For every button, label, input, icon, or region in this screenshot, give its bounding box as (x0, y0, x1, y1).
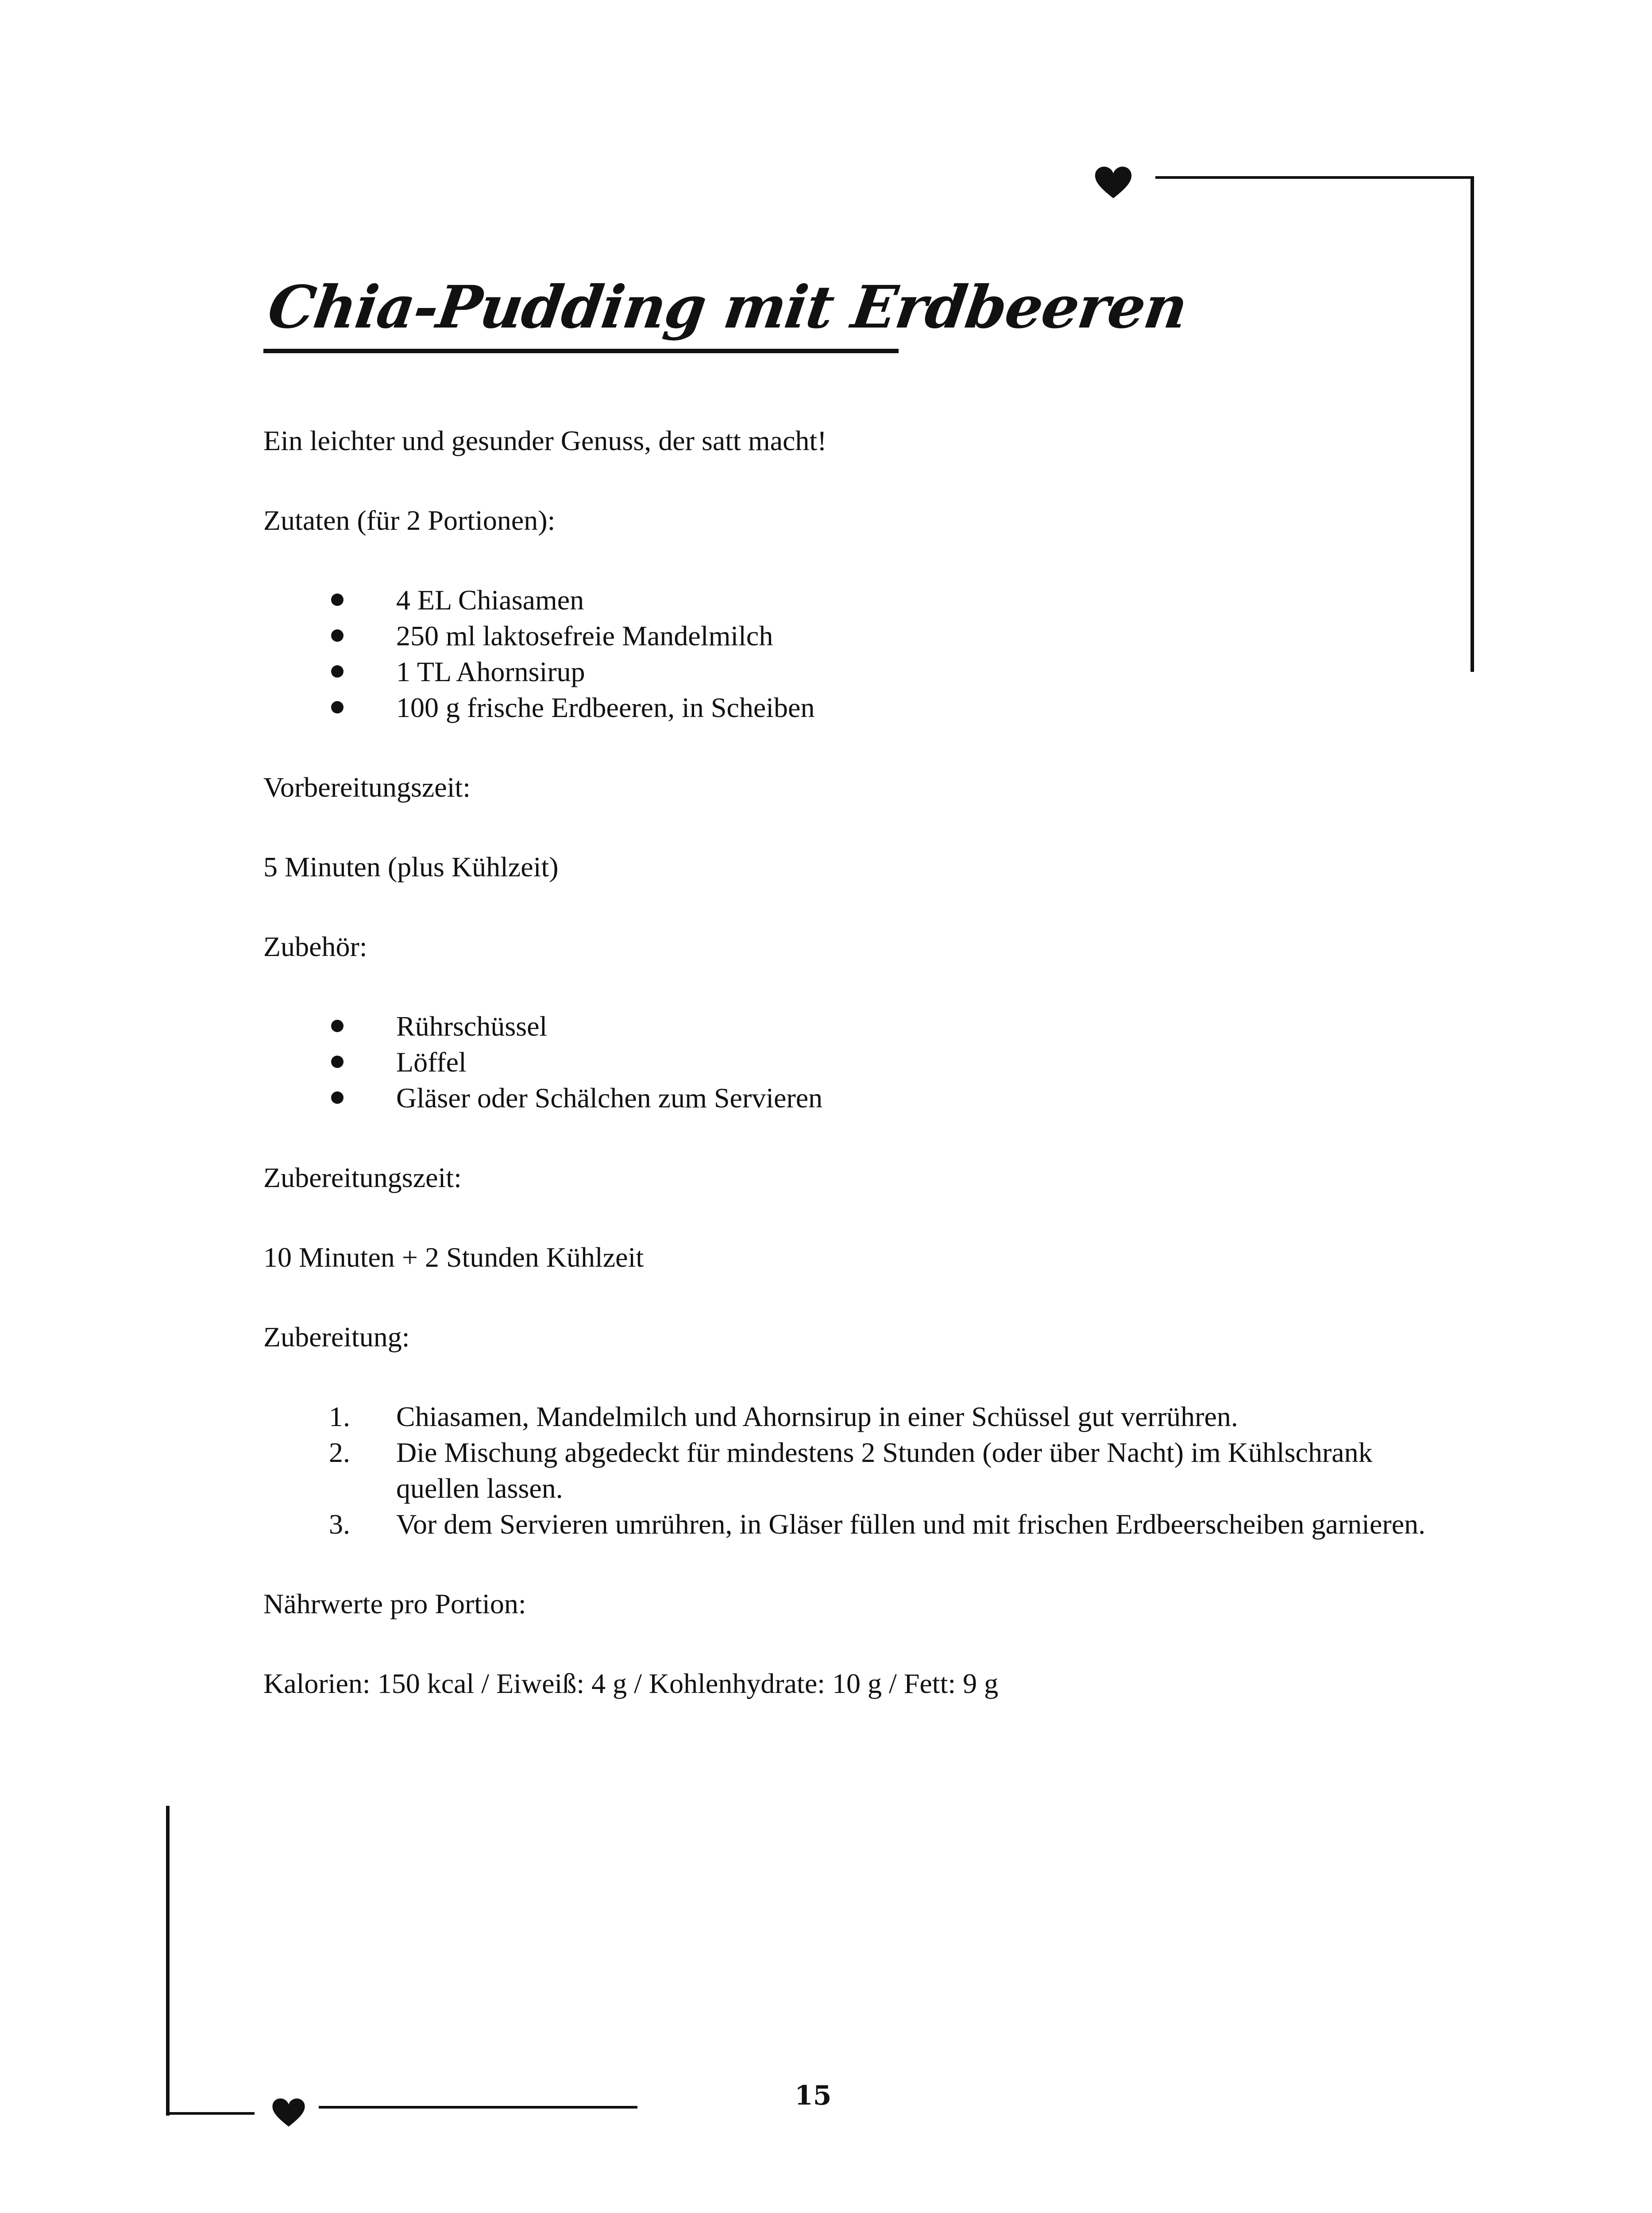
frame-bottom-line-right (319, 2106, 637, 2109)
frame-right-line (1471, 176, 1474, 672)
bullet-icon (331, 1056, 344, 1068)
equipment-list (263, 1008, 1436, 1116)
list-item: 100 g frische Erdbeeren, in Scheiben (263, 690, 1436, 725)
list-item: 1 TL Ahornsirup (263, 654, 1436, 690)
page-number: 15 (795, 2080, 832, 2111)
recipe-content (263, 423, 1436, 1745)
list-item: Löffel (263, 1044, 1436, 1080)
nutrition-value: Kalorien: 150 kcal / Eiweiß: 4 g / Kohlenhydrate: 10 g / Fett: 9 g (263, 1668, 999, 1699)
bullet-icon (331, 665, 344, 678)
prep-time-heading: Vorbereitungszeit: (263, 771, 471, 803)
frame-left-line (166, 1806, 170, 2116)
bullet-icon (331, 1091, 344, 1104)
ingredients-list (263, 582, 1436, 725)
nutrition-heading: Nährwerte pro Portion: (263, 1588, 526, 1619)
list-item: 3. Vor dem Servieren umrühren, in Gläser füllen und mit frischen Erdbeerscheiben garnieren. (329, 1508, 1426, 1540)
steps-list (263, 1399, 1436, 1542)
bullet-icon (331, 594, 344, 606)
cook-time-heading: Zubereitungszeit: (263, 1162, 462, 1193)
list-item: 250 ml laktosefreie Mandelmilch (263, 618, 1436, 654)
list-item: Rührschüssel (263, 1008, 1436, 1044)
frame-bottom-line-left (166, 2112, 255, 2115)
list-item: 1. Chiasamen, Mandelmilch und Ahornsirup in einer Schüssel gut verrühren. (329, 1401, 1238, 1432)
cook-time-value: 10 Minuten + 2 Stunden Kühlzeit (263, 1241, 644, 1273)
recipe-intro: Ein leichter und gesunder Genuss, der satt macht! (263, 425, 827, 456)
recipe-title: Chia-Pudding mit Erdbeeren (264, 273, 1191, 342)
list-item: 4 EL Chiasamen (263, 582, 1436, 618)
bullet-icon (331, 629, 344, 642)
frame-top-line (1155, 176, 1474, 179)
prep-time-value: 5 Minuten (plus Kühlzeit) (263, 851, 559, 883)
steps-heading: Zubereitung: (263, 1321, 410, 1353)
bullet-icon (331, 701, 344, 713)
list-item: Gläser oder Schälchen zum Servieren (263, 1080, 1436, 1116)
equipment-heading: Zubehör: (263, 931, 367, 962)
heart-icon (1093, 164, 1133, 199)
bullet-icon (331, 1020, 344, 1032)
list-item: 2. Die Mischung abgedeckt für mindestens 2 Stunden (oder über Nacht) im Kühlschrank quellen lassen. (329, 1437, 1373, 1504)
heart-icon (271, 2096, 306, 2128)
ingredients-heading: Zutaten (für 2 Portionen): (263, 505, 556, 536)
title-underline (263, 349, 899, 353)
